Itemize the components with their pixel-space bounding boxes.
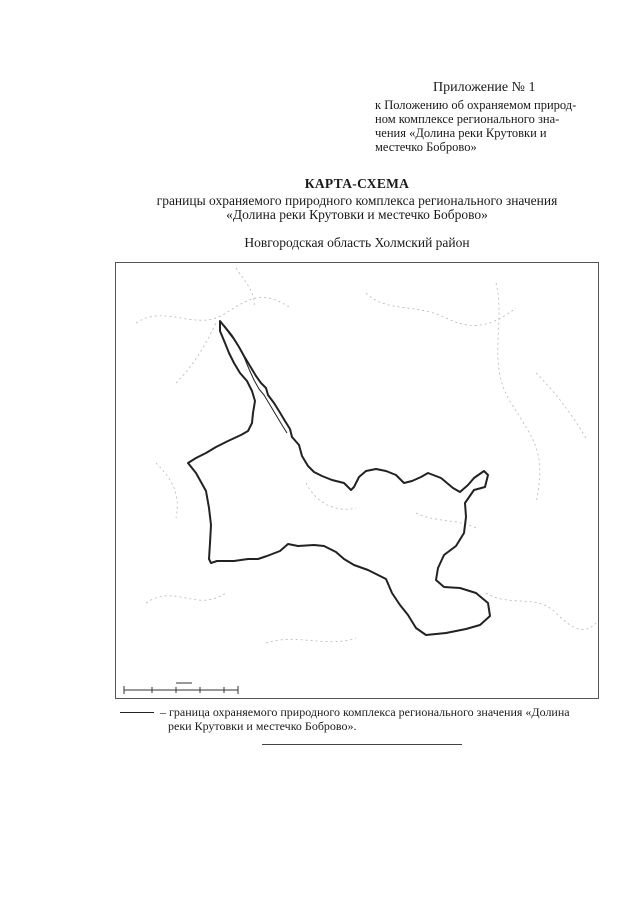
appendix-ref-line: местечко Боброво» bbox=[375, 140, 477, 154]
appendix-reference bbox=[375, 98, 605, 154]
legend-text-line: реки Крутовки и местечко Боброво». bbox=[168, 719, 357, 733]
river-line bbox=[224, 325, 287, 433]
map-frame bbox=[115, 262, 599, 699]
legend-line-sample bbox=[120, 712, 154, 713]
scale-bar bbox=[124, 683, 238, 694]
subtitle-line: «Долина реки Крутовки и местечко Боброво» bbox=[226, 207, 488, 222]
legend-text-line: – граница охраняемого природного комплекса регионального значения «Долина bbox=[160, 705, 570, 719]
region-line: Новгородская область Холмский район bbox=[244, 235, 470, 250]
reserve-boundary bbox=[188, 321, 490, 635]
closing-rule bbox=[262, 744, 462, 745]
appendix-title: Приложение № 1 bbox=[433, 80, 536, 95]
legend-text bbox=[160, 705, 590, 733]
map-background-lines bbox=[136, 268, 596, 643]
appendix-ref-line: чения «Долина реки Крутовки и bbox=[375, 126, 547, 140]
subtitle-line: границы охраняемого природного комплекса регионального значения bbox=[156, 193, 558, 208]
appendix-ref-line: ном комплексе регионального зна- bbox=[375, 112, 560, 126]
document-title: КАРТА-СХЕМА bbox=[304, 176, 410, 191]
appendix-ref-line: к Положению об охраняемом природ- bbox=[375, 98, 577, 112]
document-subtitle bbox=[0, 194, 640, 222]
map-scheme bbox=[116, 263, 599, 699]
